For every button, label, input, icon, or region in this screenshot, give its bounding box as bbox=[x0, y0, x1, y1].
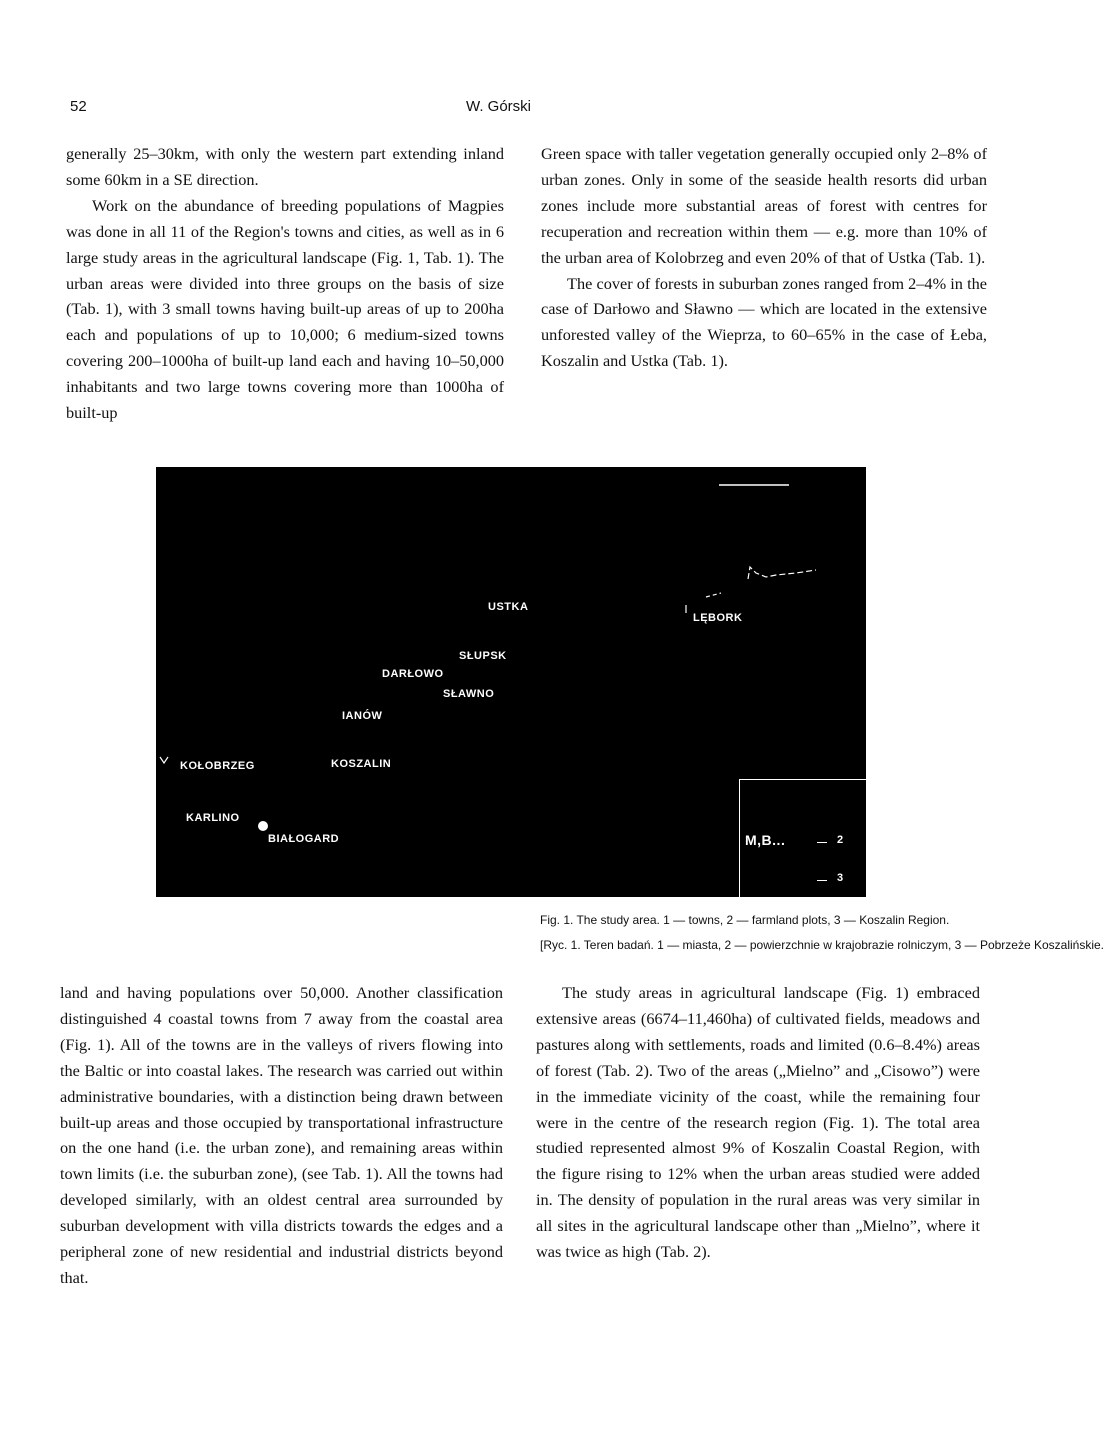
figure-caption-en: Fig. 1. The study area. 1 — towns, 2 — farmland plots, 3 — Koszalin Region. bbox=[540, 913, 950, 927]
top-left-column bbox=[66, 141, 504, 426]
legend-label-2: 2 bbox=[837, 834, 844, 846]
legend-sample-towns: M,B... bbox=[745, 832, 786, 848]
town-dot-bialogard bbox=[258, 821, 268, 831]
top-right-column bbox=[541, 141, 987, 374]
paragraph: Work on the abundance of breeding populations of Magpies was done in all 11 of the Region's towns and cities, as well as in 6 large study areas in the agricultural landscape (Fig. 1, Tab. 1). The urban areas were divided into three groups on the basis of size (Tab. 1), with 3 small towns having built-up areas of up to 200ha each and populations of up to 10,000; 6 medium-sized towns covering 200–1000ha of built-up land each and having 10–50,000 inhabitants and two large towns covering more than 1000ha of built-up bbox=[66, 195, 504, 423]
paragraph: The study areas in agricultural landscape (Fig. 1) embraced extensive areas (6674–11,460ha) of cultivated fields, meadows and pastures along with settlements, roads and limited (0.6–8.4%) areas of forest (Tab. 2). Two of the areas („Mielno” and „Cisowo”) were in the immediate vicinity of the coast, while the remaining four were in the centre of the research region (Fig. 1). The total area studied represented almost 9% of Koszalin Coastal Region, with the figure rising to 12% when the urban areas studied were added in. The density of population in the rural areas was very similar in all sites in the agricultural landscape other than „Mielno”, where it was twice as high (Tab. 2). bbox=[536, 983, 980, 1262]
legend-label-3: 3 bbox=[837, 872, 844, 884]
legend bbox=[739, 779, 867, 900]
paragraph: The cover of forests in suburban zones ranged from 2–4% in the case of Darłowo and Sławno — which are located in the extensive unforested valley of the Wieprza, to 60–65% in the case of Łeba, Koszalin and Ustka (Tab. 1). bbox=[541, 273, 987, 371]
paragraph: Green space with taller vegetation generally occupied only 2–8% of urban zones. Only in some of the seaside health resorts did urban zones include more substantial areas of forest with centres for recuperation and recreation within them — e.g. more than 10% of the urban area of Kolobrzeg and even 20% of that of Ustka (Tab. 1). bbox=[541, 144, 987, 267]
figure-caption-pl: [Ryc. 1. Teren badań. 1 — miasta, 2 — powierzchnie w krajobrazie rolniczym, 3 — Pobrzeże Koszalińskie. bbox=[540, 938, 1104, 952]
map-label-slupsk: SŁUPSK bbox=[459, 650, 507, 662]
map-label-kolobrzeg: KOŁOBRZEG bbox=[180, 760, 255, 772]
legend-line-3 bbox=[817, 880, 827, 881]
map-label-karlino: KARLINO bbox=[186, 812, 240, 824]
paragraph: land and having populations over 50,000. Another classification distinguished 4 coastal towns from 7 away from the coastal area (Fig. 1). All of the towns are in the valleys of rivers flowing into the Baltic or into coastal lakes. The research was carried out within administrative boundaries, with a distinction being drawn between built-up areas and those occupied by transportational infrastructure on the one hand (i.e. the urban zone), and remaining areas within town limits (i.e. the suburban zone), (see Tab. 1). All the towns had developed similarly, with an oldest central area surrounded by suburban development with villa districts towards the edges and a peripheral zone of new residential and industrial districts beyond that. bbox=[60, 983, 503, 1287]
page-number: 52 bbox=[70, 98, 87, 115]
map-label-lebork: LĘBORK bbox=[693, 612, 743, 624]
paragraph: generally 25–30km, with only the western part extending inland some 60km in a SE direction. bbox=[66, 144, 504, 189]
region-boundary-dashed bbox=[748, 567, 816, 579]
bottom-left-column bbox=[60, 980, 503, 1291]
map-label-ianow: IANÓW bbox=[342, 710, 383, 722]
bottom-right-column bbox=[536, 980, 980, 1265]
map-label-ustka: USTKA bbox=[488, 601, 529, 613]
coast-mark bbox=[160, 757, 168, 763]
map-label-darlowo: DARŁOWO bbox=[382, 668, 444, 680]
map-label-bialogard: BIAŁOGARD bbox=[268, 833, 340, 845]
running-head-author: W. Górski bbox=[466, 98, 532, 115]
study-area-map bbox=[156, 467, 866, 897]
region-boundary-dashed bbox=[706, 593, 721, 597]
map-label-slawno: SŁAWNO bbox=[443, 688, 495, 700]
map-label-koszalin: KOSZALIN bbox=[331, 758, 392, 770]
legend-line-2 bbox=[817, 842, 827, 843]
